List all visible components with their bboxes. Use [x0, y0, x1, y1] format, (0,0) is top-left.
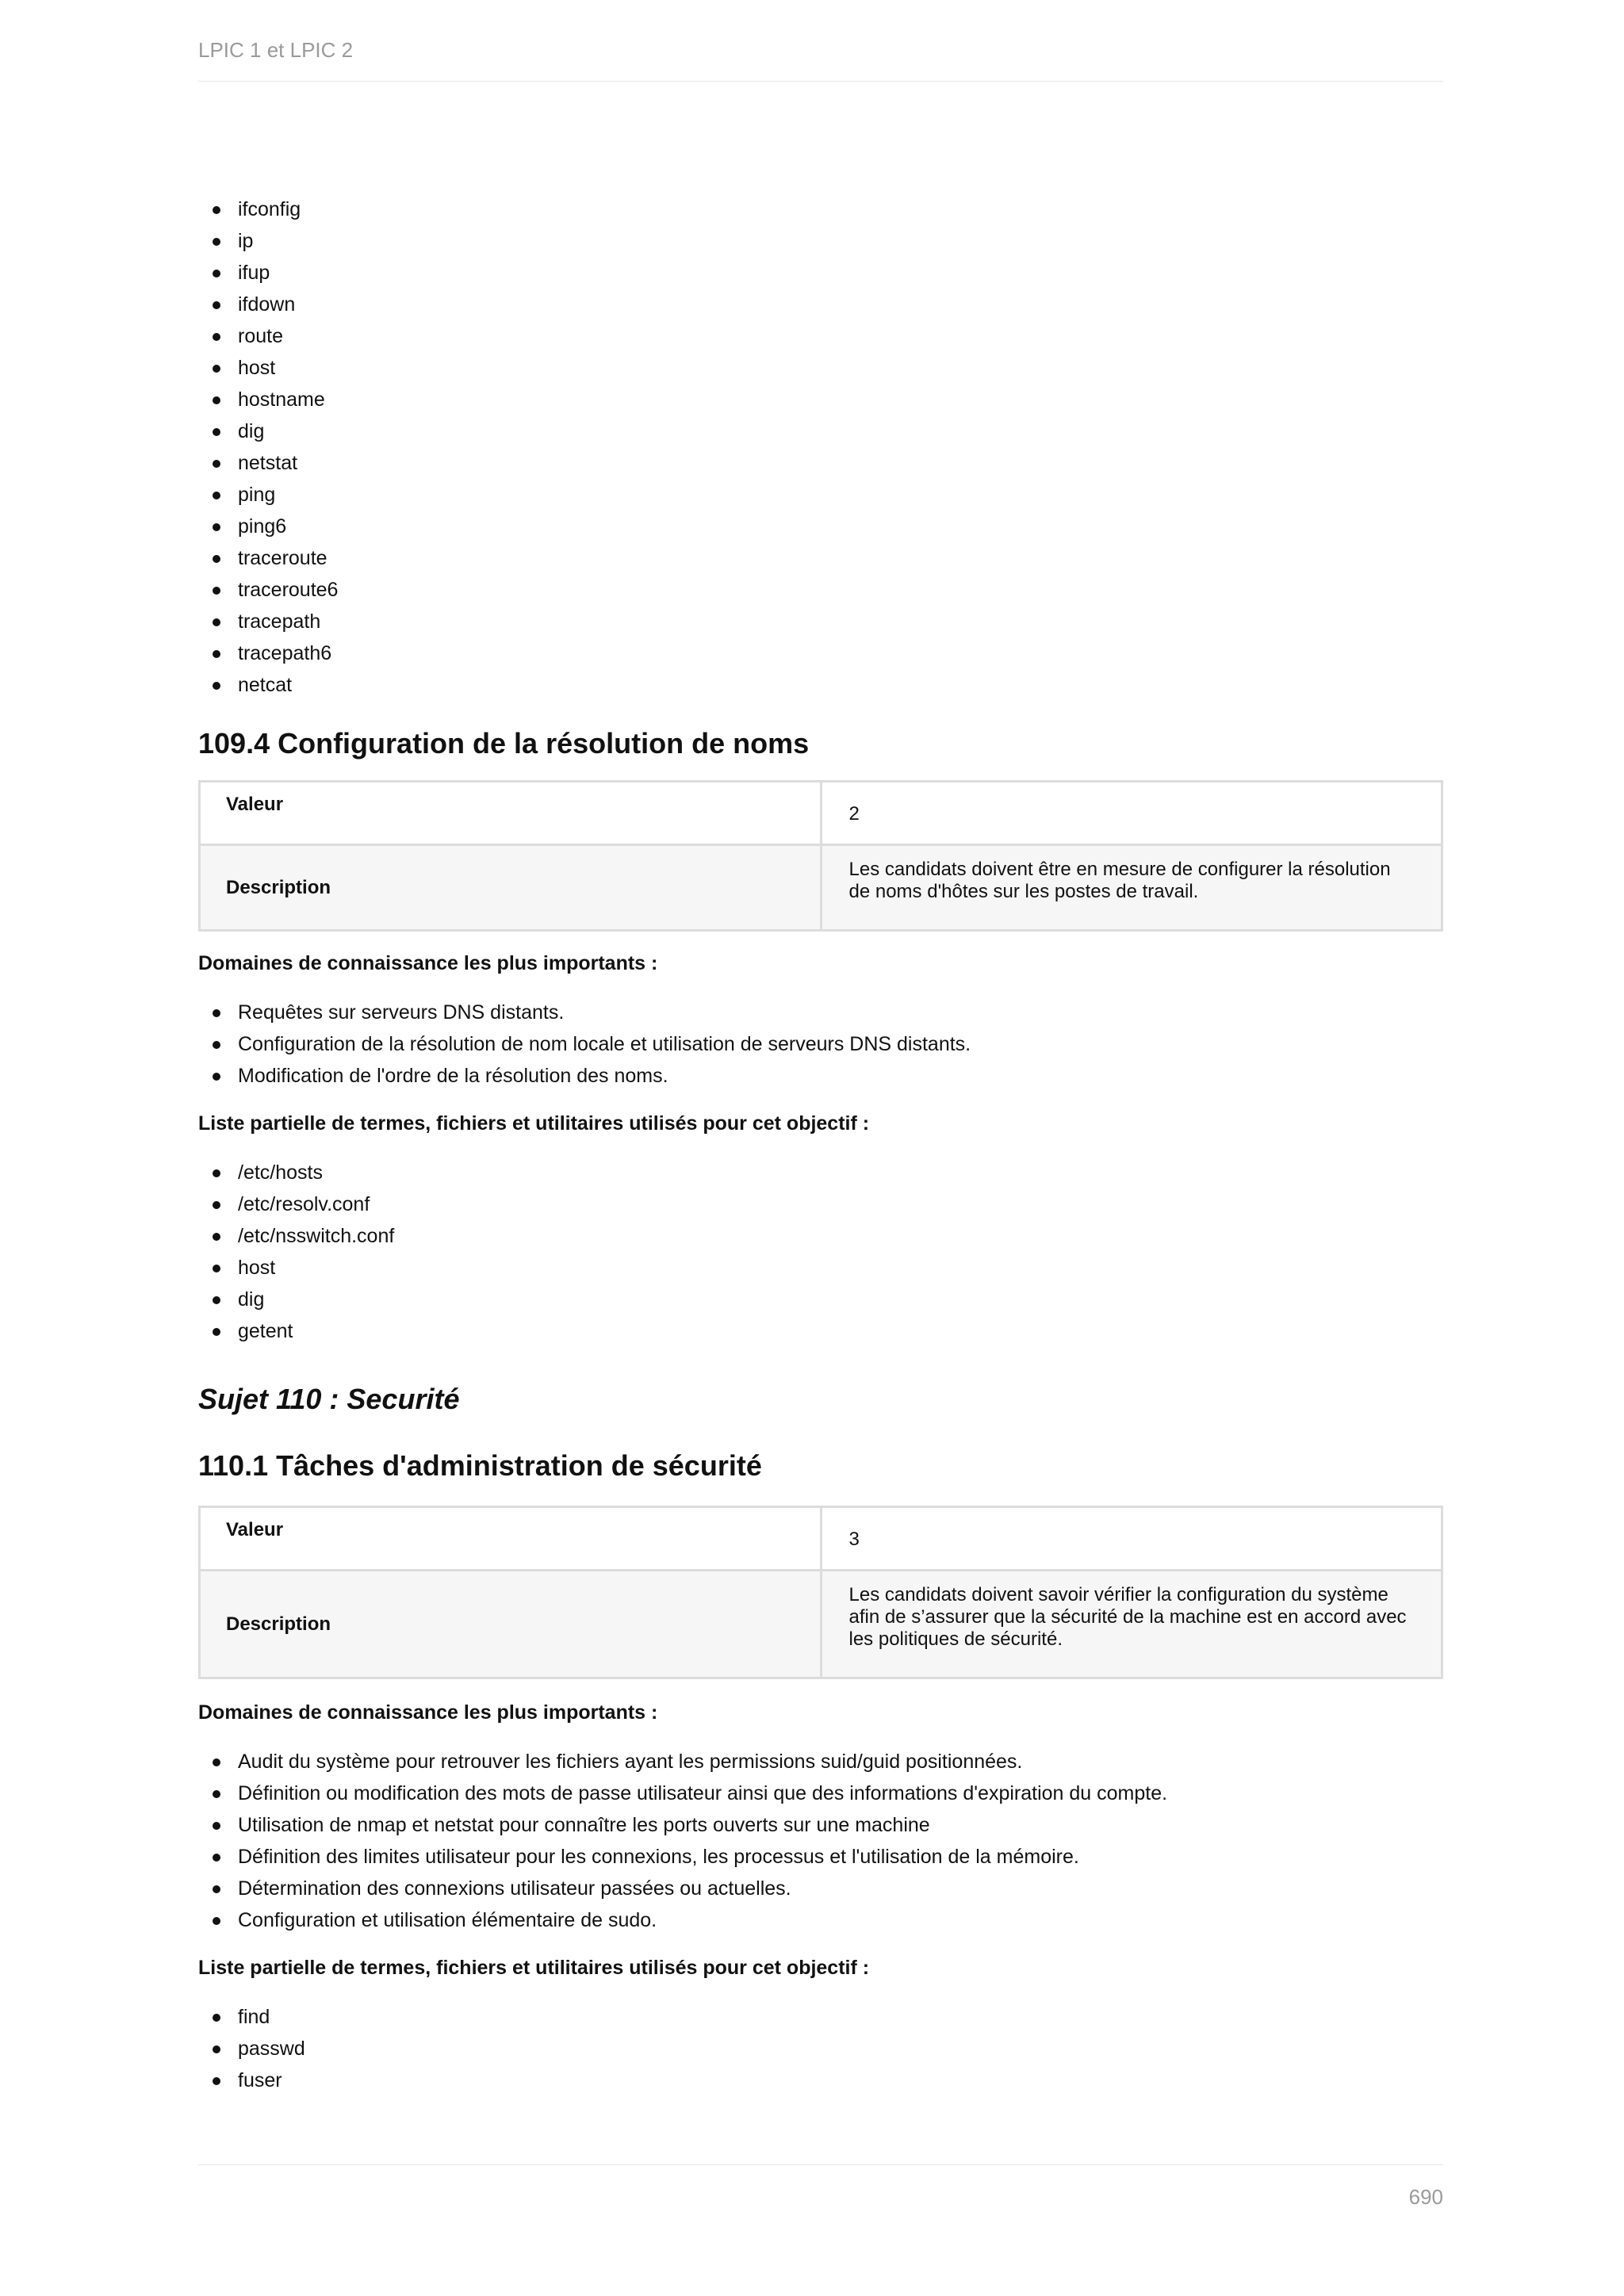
- domains-label: Domaines de connaissance les plus importants :: [198, 1701, 658, 1724]
- list-item: dig: [198, 415, 1443, 447]
- list-item: ping: [198, 479, 1443, 511]
- command-list: [198, 193, 1443, 701]
- list-item: passwd: [198, 2033, 1443, 2064]
- list-item: Configuration et utilisation élémentaire de sudo.: [198, 1904, 1443, 1936]
- terms-label: Liste partielle de termes, fichiers et utilitaires utilisés pour cet objectif :: [198, 1112, 870, 1135]
- list-item: Configuration de la résolution de nom locale et utilisation de serveurs DNS distants.: [198, 1028, 1443, 1060]
- table-row: [200, 782, 1442, 845]
- description-label: Description: [200, 845, 822, 931]
- topic-heading-110: Sujet 110 : Securité: [198, 1383, 460, 1415]
- list-item: fuser: [198, 2064, 1443, 2096]
- domains-list: [198, 1746, 1443, 1936]
- list-item: host: [198, 1252, 1443, 1284]
- list-item: ifdown: [198, 289, 1443, 320]
- value-label: Valeur: [200, 782, 822, 845]
- list-item: getent: [198, 1315, 1443, 1347]
- value-label: Valeur: [200, 1507, 822, 1571]
- list-item: Requêtes sur serveurs DNS distants.: [198, 997, 1443, 1028]
- list-item: traceroute: [198, 542, 1443, 574]
- table-row: [200, 845, 1442, 931]
- table-row: [200, 1571, 1442, 1678]
- list-item: /etc/resolv.conf: [198, 1188, 1443, 1220]
- section-heading-1094: 109.4 Configuration de la résolution de noms: [198, 727, 810, 760]
- list-item: Définition des limites utilisateur pour les connexions, les processus et l'utilisation de la mémoire.: [198, 1841, 1443, 1873]
- list-item: ifup: [198, 257, 1443, 289]
- list-item: hostname: [198, 384, 1443, 415]
- description-cell: Les candidats doivent savoir vérifier la configuration du système afin de s’assurer que la sécurité de la machine est en accord avec les politiques de sécurité.: [821, 1571, 1442, 1678]
- list-item: tracepath: [198, 606, 1443, 637]
- objective-table-1094: [198, 780, 1443, 932]
- description-cell: Les candidats doivent être en mesure de configurer la résolution de noms d'hôtes sur les postes de travail.: [821, 845, 1442, 931]
- domains-label: Domaines de connaissance les plus importants :: [198, 952, 658, 974]
- list-item: netstat: [198, 447, 1443, 479]
- terms-list: [198, 2001, 1443, 2096]
- section-heading-1101: 110.1 Tâches d'administration de sécurité: [198, 1449, 762, 1482]
- list-item: Modification de l'ordre de la résolution des noms.: [198, 1060, 1443, 1092]
- list-item: /etc/nsswitch.conf: [198, 1220, 1443, 1252]
- terms-label: Liste partielle de termes, fichiers et utilitaires utilisés pour cet objectif :: [198, 1957, 870, 1979]
- list-item: find: [198, 2001, 1443, 2033]
- list-item: /etc/hosts: [198, 1157, 1443, 1188]
- list-item: ifconfig: [198, 193, 1443, 225]
- running-header: LPIC 1 et LPIC 2: [198, 38, 354, 62]
- footer-divider: [198, 2164, 1443, 2165]
- page-content: [198, 193, 1443, 2096]
- page-number: 690: [1408, 2185, 1443, 2209]
- description-label: Description: [200, 1571, 822, 1678]
- value-cell: 3: [821, 1507, 1442, 1571]
- list-item: route: [198, 320, 1443, 352]
- terms-list: [198, 1157, 1443, 1347]
- value-cell: 2: [821, 782, 1442, 845]
- list-item: Audit du système pour retrouver les fichiers ayant les permissions suid/guid positionnées.: [198, 1746, 1443, 1777]
- list-item: netcat: [198, 669, 1443, 701]
- list-item: traceroute6: [198, 574, 1443, 606]
- list-item: host: [198, 352, 1443, 384]
- list-item: Détermination des connexions utilisateur passées ou actuelles.: [198, 1873, 1443, 1904]
- list-item: Utilisation de nmap et netstat pour connaître les ports ouverts sur une machine: [198, 1809, 1443, 1841]
- list-item: ping6: [198, 511, 1443, 542]
- list-item: dig: [198, 1284, 1443, 1315]
- list-item: ip: [198, 225, 1443, 257]
- table-row: [200, 1507, 1442, 1571]
- domains-list: [198, 997, 1443, 1092]
- objective-table-1101: [198, 1506, 1443, 1679]
- list-item: tracepath6: [198, 637, 1443, 669]
- list-item: Définition ou modification des mots de passe utilisateur ainsi que des informations d'expiration du compte.: [198, 1777, 1443, 1809]
- header-divider: [198, 81, 1443, 82]
